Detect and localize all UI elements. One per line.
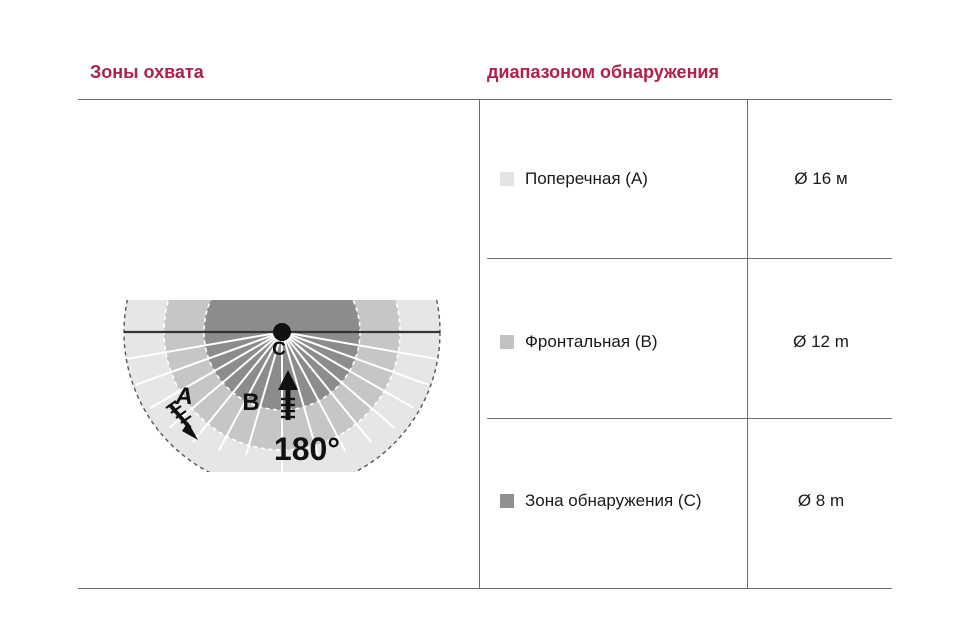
rule-bottom <box>78 588 892 589</box>
legend-value-zone-c: Ø 8 m <box>797 491 845 510</box>
coverage-zone-diagram <box>110 300 455 500</box>
legend-label-zone-c: Зона обнаружения (C) <box>525 491 702 510</box>
label-c: C <box>272 339 286 360</box>
legend-swatch-zone-b <box>500 335 514 349</box>
page-title-detection-range: диапазоном обнаружения <box>487 62 720 82</box>
page-title-coverage-zones: Зоны охвата <box>90 62 204 82</box>
table-row <box>487 136 747 222</box>
rule-top <box>78 99 892 100</box>
legend-value-zone-a: Ø 16 м <box>794 169 848 188</box>
table-row <box>487 299 747 385</box>
legend-value-zone-b: Ø 12 m <box>793 332 849 351</box>
label-angle: 180° <box>273 431 341 467</box>
rule-row1-bottom <box>487 258 892 259</box>
label-b: B <box>242 389 260 416</box>
legend-swatch-zone-a <box>500 172 514 186</box>
legend-swatch-zone-c <box>500 494 514 508</box>
legend-label-zone-b: Фронтальная (B) <box>525 332 658 351</box>
rule-row2-bottom <box>487 418 892 419</box>
label-a: A <box>175 383 193 410</box>
rule-column-divider-1 <box>479 99 480 588</box>
legend-label-zone-a: Поперечная (A) <box>525 169 648 188</box>
table-row <box>487 458 747 544</box>
